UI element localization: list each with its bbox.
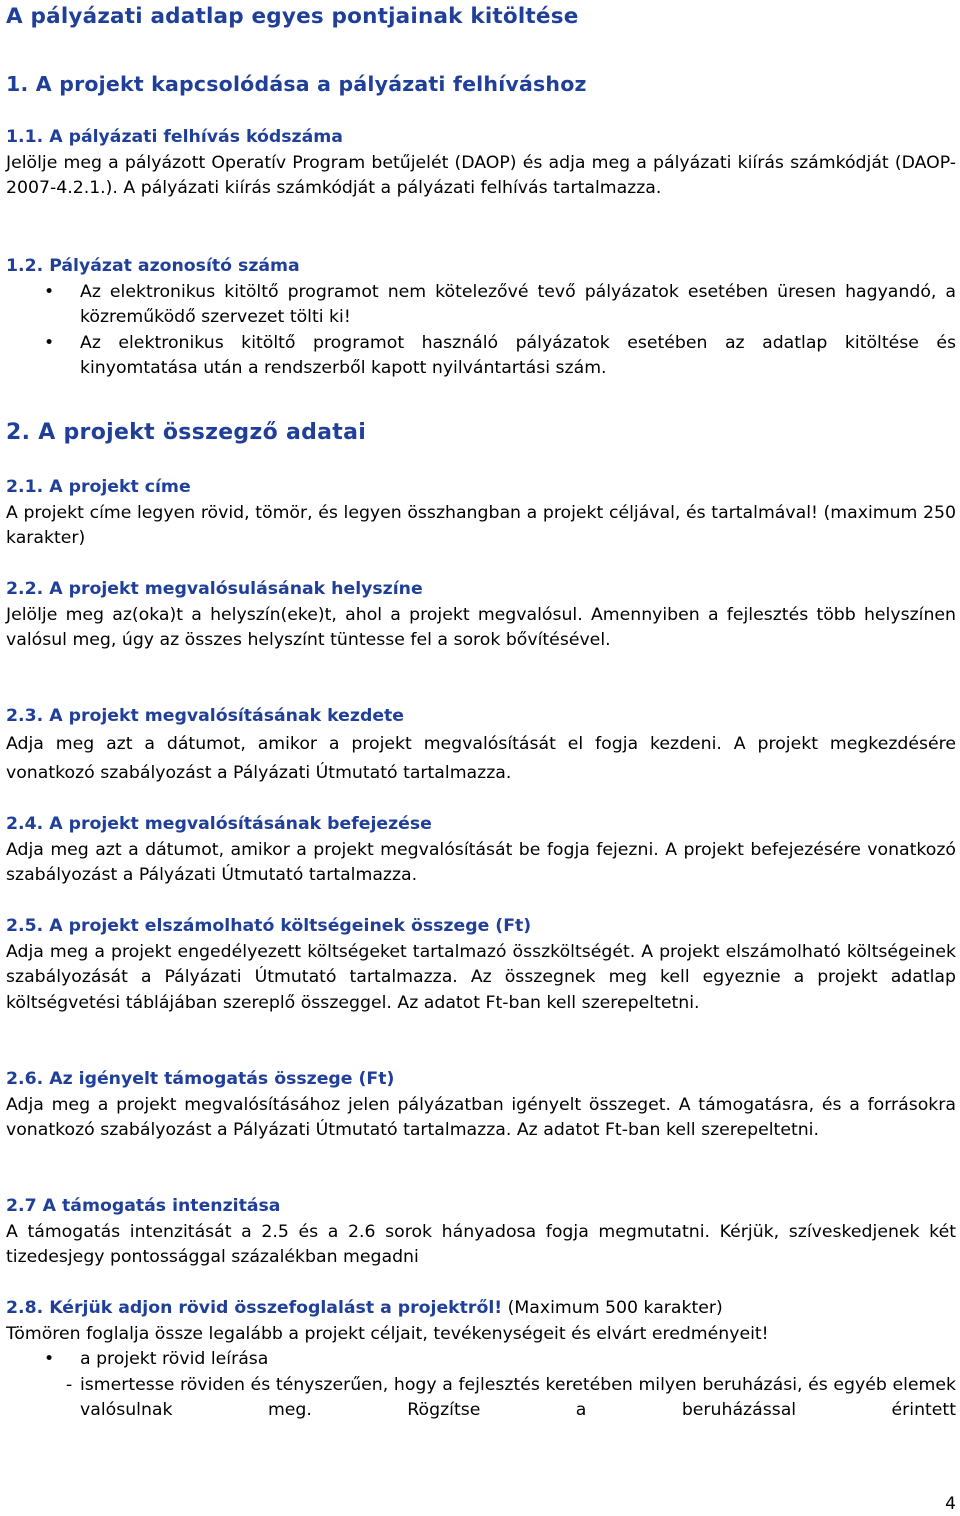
section-2-1-text: A projekt címe legyen rövid, tömör, és legyen összhangban a projekt céljával, és tartalmával! (maximum 250 karakter) — [6, 502, 956, 549]
section-2-3-text: Adja meg azt a dátumot, amikor a projekt megvalósítását el fogja kezdeni. A projekt megkezdésére vonatkozó szabályozást a Pályázati Útmutató tartalmazza. — [6, 733, 956, 783]
section-2-2 — [6, 577, 956, 654]
section-2-8 — [6, 1296, 956, 1424]
list-item: • Az elektronikus kitöltő programot használó pályázatok esetében az adatlap kitöltése és kinyomtatása után a rendszerből kapott nyilvántartási szám. — [44, 332, 956, 379]
section-1-1-heading: 1.1. A pályázati felhívás kódszáma — [6, 127, 343, 147]
section-2-title: 2. A projekt összegző adatai — [6, 420, 367, 445]
section-2-6-text: Adja meg a projekt megvalósításához jelen pályázatban igényelt összeget. A támogatásra, és a forrásokra vonatkozó szabályozást a Pályázati Útmutató tartalmazza. Az adatot Ft-ban kell szerepeltetni. — [6, 1094, 956, 1141]
section-2-4-text: Adja meg azt a dátumot, amikor a projekt megvalósítását be fogja fejezni. A projekt befejezésére vonatkozó szabályozást a Pályázati Útmutató tartalmazza. — [6, 839, 956, 886]
section-2-2-text: Jelölje meg az(oka)t a helyszín(eke)t, ahol a projekt megvalósul. Amennyiben a fejlesztés több helyszínen valósul meg, úgy az összes helyszínt tüntesse fel a sorok bővítésével. — [6, 604, 956, 651]
section-2-1-heading: 2.1. A projekt címe — [6, 477, 191, 497]
section-2-8-heading-line — [6, 1296, 956, 1322]
list-item: - ismertesse röviden és tényszerűen, hogy a fejlesztés keretében milyen beruházási, és egyéb elemek valósulnak meg. Rögzítse a beruházással érintett — [66, 1374, 956, 1421]
section-2-3 — [6, 704, 956, 788]
section-2-5 — [6, 914, 956, 1016]
section-1-title: 1. A projekt kapcsolódása a pályázati felhíváshoz — [6, 72, 587, 96]
section-1-2-bullets — [6, 280, 956, 382]
section-2-8-dash-list — [6, 1373, 956, 1424]
section-2-7-heading: 2.7 A támogatás intenzitása — [6, 1196, 281, 1216]
section-1-2-heading: 1.2. Pályázat azonosító száma — [6, 256, 300, 276]
section-2-2-heading: 2.2. A projekt megvalósulásának helyszíne — [6, 579, 423, 599]
section-2-1 — [6, 475, 956, 552]
section-2-3-heading: 2.3. A projekt megvalósításának kezdete — [6, 706, 405, 726]
section-2-6-heading: 2.6. Az igényelt támogatás összege (Ft) — [6, 1069, 395, 1089]
section-2-5-text: Adja meg a projekt engedélyezett költségeket tartalmazó összköltségét. A projekt elszámolható költségeinek szabályozását a Pályázati Útmutató tartalmazza. Az összegnek meg kell egyeznie a projekt adatlap költségvetési táblájában szereplő összeggel. Az adatot Ft-ban kell szerepeltetni. — [6, 941, 956, 1013]
page-title: A pályázati adatlap egyes pontjainak kitöltése — [6, 4, 579, 29]
bullet-icon: • — [44, 332, 55, 353]
list-item: • a projekt rövid leírása — [6, 1347, 956, 1373]
section-1-1 — [6, 125, 956, 202]
section-2-5-heading: 2.5. A projekt elszámolható költségeinek összege (Ft) — [6, 916, 532, 936]
section-2-7-text: A támogatás intenzitását a 2.5 és a 2.6 sorok hányadosa fogja megmutatni. Kérjük, szíveskedjenek két tizedesjegy pontossággal százalékban megadni — [6, 1221, 956, 1268]
section-1-2 — [6, 254, 956, 382]
section-2-8-bullets — [6, 1347, 956, 1373]
bullet-icon: • — [44, 281, 55, 302]
section-2-8-heading: 2.8. Kérjük adjon rövid összefoglalást a projektről! — [6, 1298, 503, 1318]
section-2-8-heading-note: (Maximum 500 karakter) — [502, 1298, 723, 1318]
section-2-7 — [6, 1194, 956, 1271]
section-1-1-text: Jelölje meg a pályázott Operatív Program betűjelét (DAOP) és adja meg a pályázati kiírás számkódját (DAOP-2007-4.2.1.). A pályázati kiírás számkódját a pályázati felhívás tartalmazza. — [6, 152, 956, 199]
dash-icon: - — [66, 1374, 73, 1395]
section-2-6 — [6, 1067, 956, 1144]
list-item: • Az elektronikus kitöltő programot nem kötelezővé tevő pályázatok esetében üresen hagyandó, a közreműködő szervezet tölti ki! — [44, 281, 956, 328]
section-2-4-heading: 2.4. A projekt megvalósításának befejezése — [6, 814, 432, 834]
section-2-8-text: Tömören foglalja össze legalább a projekt céljait, tevékenységeit és elvárt eredményeit! — [6, 1323, 769, 1344]
page-number: 4 — [945, 1494, 956, 1514]
section-2-4 — [6, 812, 956, 889]
bullet-icon: • — [44, 1349, 55, 1370]
